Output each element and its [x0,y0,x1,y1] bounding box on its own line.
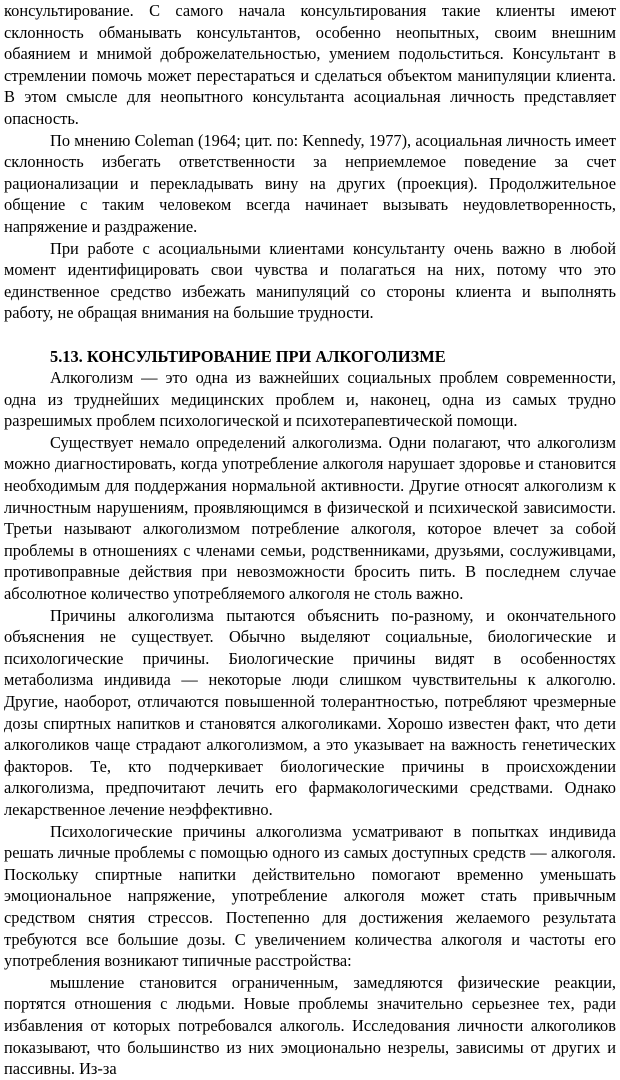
paragraph: мышление становится ограниченным, замедляются физические реакции, портятся отношения с людьми. Новые проблемы значительно серьезнее тех, ради избавления от которых потребовался алкоголь. Исследования личности алкоголиков показывают, что большинство из них эмоционально незрелы, зависимы от других и пассивны. Из-за [4,972,616,1079]
section-text-block [4,367,616,1080]
paragraph: консультирование. С самого начала консультирования такие клиенты имеют склонность обманывать консультантов, особенно неопытных, своим внешним обаянием и мнимой доброжелательностью, умением подольститься. Консультант в стремлении помочь может перестараться и сделаться объектом манипуляции клиента. В этом смысле для неопытного консультанта асоциальная личность представляет опасность. [4,1,616,128]
paragraph: Алкоголизм — это одна из важнейших социальных проблем современности, одна из труднейших медицинских проблем и, наконец, одна из самых трудно разрешимых проблем психологической и психотерапевтической помощи. [4,368,616,431]
paragraph: Существует немало определений алкоголизма. Одни полагают, что алкоголизм можно диагностировать, когда употребление алкоголя нарушает здоровье и становится необходимым для поддержания нормальной активности. Другие относят алкоголизм к личностным нарушениям, проявляющимся в физической и психической зависимости. Третьи называют алкоголизмом потребление алкоголя, которое влечет за собой проблемы в отношениях с членами семьи, родственниками, друзьями, сослуживцами, противоправные действия при невозможности бросить пить. В последнем случае абсолютное количество употребляемого алкоголя не столь важно. [4,432,616,604]
section-heading: 5.13. КОНСУЛЬТИРОВАНИЕ ПРИ АЛКОГОЛИЗМЕ [50,346,446,366]
section-gap [4,324,616,346]
paragraph: При работе с асоциальными клиентами консультанту очень важно в любой момент идентифицировать свои чувства и полагаться на них, потому что это единственное средство избежать манипуляций со стороны клиента и выполнять работу, не обращая внимания на большие трудности. [4,238,616,323]
paragraph: Психологические причины алкоголизма усматривают в попытках индивида решать личные проблемы с помощью одного из самых доступных средств — алкоголя. Поскольку спиртные напитки действительно помогают временно уменьшать эмоциональное напряжение, употребление алкоголя может стать привычным средством снятия стрессов. Постепенно для достижения желаемого результата требуются все большие дозы. С увеличением количества алкоголя и частоты его употребления возникают типичные расстройства: [4,821,616,971]
top-text-block [4,0,616,324]
paragraph: Причины алкоголизма пытаются объяснить по-разному, и окончательного объяснения не существует. Обычно выделяют социальные, биологические и психологические причины. Биологические причины видят в особенностях метаболизма индивида — некоторые люди слишком чувствительны к алкоголю. Другие, наоборот, отличаются повышенной толерантностью, потребляют чрезмерные дозы спиртных напитков и становятся алкоголиками. Хорошо известен факт, что дети алкоголиков чаще страдают алкоголизмом, а это указывает на важность генетических факторов. Те, кто подчеркивает биологические причины в происхождении алкоголизма, предпочитают лечить его фармакологическими средствами. Однако лекарственное лечение неэффективно. [4,605,616,819]
paragraph: По мнению Coleman (1964; цит. по: Kennedy, 1977), асоциальная личность имеет склонность избегать ответственности за неприемлемое поведение за счет рационализации и перекладывать вину на других (проекция). Продолжительное общение с таким человеком всегда начинает вызывать неудовлетворенность, напряжение и раздражение. [4,130,616,236]
